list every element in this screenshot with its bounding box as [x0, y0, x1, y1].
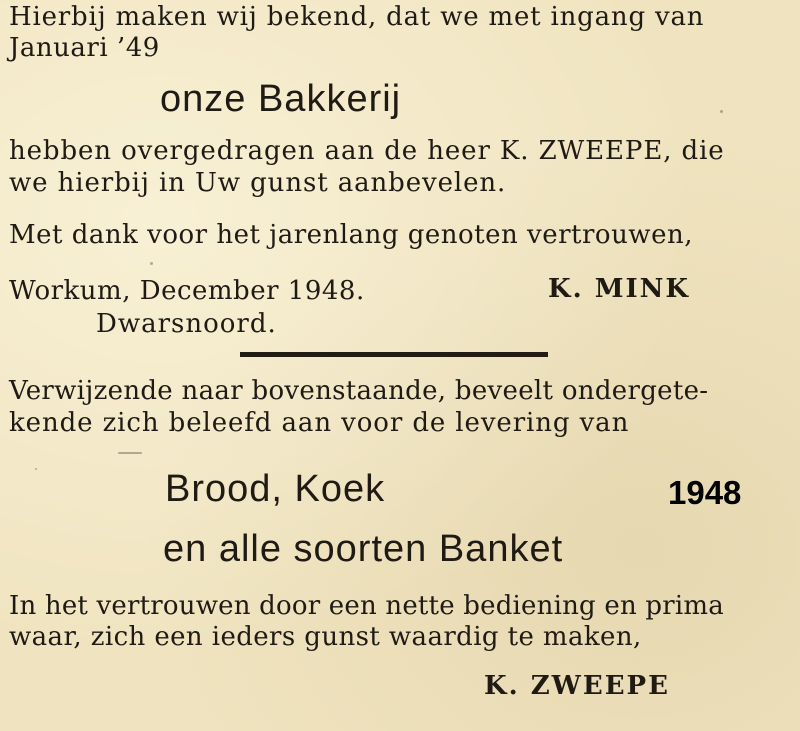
second-line-3: In het vertrouwen door een nette bediening en prima: [9, 591, 724, 621]
second-signer: K. ZWEEPE: [484, 671, 670, 701]
second-heading-2: en alle soorten Banket: [163, 528, 564, 570]
second-heading-1: Brood, Koek: [165, 468, 386, 510]
notice-line-4: we hierbij in Uw gunst aanbevelen.: [9, 168, 507, 198]
second-line-1: Verwijzende naar bovenstaande, beveelt ondergete-: [9, 376, 709, 406]
second-line-4: waar, zich een ieders gunst waardig te maken,: [9, 622, 642, 652]
notice-heading: onze Bakkerij: [160, 78, 402, 120]
paper-speck: [35, 468, 37, 470]
paper-speck: [118, 452, 142, 454]
paper-speck: [150, 262, 153, 265]
notice-line-2: Januari ’49: [9, 33, 160, 63]
year-label: 1948: [668, 474, 742, 511]
notice-signer: K. MINK: [548, 274, 691, 304]
notice-street: Dwarsnoord.: [96, 309, 277, 339]
notice-line-5: Met dank voor het jarenlang genoten vertrouwen,: [9, 220, 693, 250]
second-line-2: kende zich beleefd aan voor de levering van: [9, 408, 630, 438]
divider-rule: [240, 352, 548, 357]
notice-line-3: hebben overgedragen aan de heer K. ZWEEPE, die: [9, 136, 725, 166]
paper-speck: [720, 110, 723, 113]
notice-place-date: Workum, December 1948.: [9, 276, 365, 306]
notice-line-1: Hierbij maken wij bekend, dat we met ingang van: [9, 2, 705, 32]
